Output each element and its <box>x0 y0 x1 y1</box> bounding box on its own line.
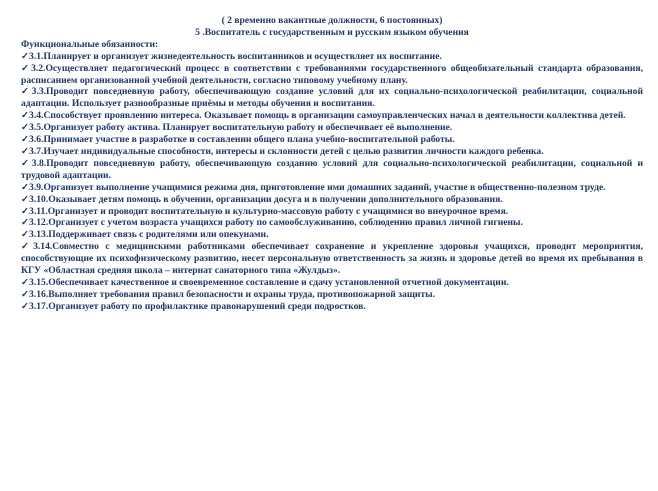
duty-item <box>21 289 643 301</box>
duty-text: 3.13.Поддерживает связь с родителями или опекунами. <box>29 229 269 241</box>
duty-item <box>21 86 643 110</box>
duty-item <box>21 63 643 87</box>
checkmark-icon: ✓ <box>21 193 30 205</box>
checkmark-icon: ✓ <box>21 122 30 134</box>
duty-item <box>21 301 643 313</box>
duty-text: 3.5.Организует работу актива. Планирует воспитательную работу и обеспечивает её выполнение. <box>29 122 453 134</box>
checkmark-icon: ✓ <box>21 276 30 288</box>
checkmark-icon: ✓ <box>21 62 32 74</box>
checkmark-icon: ✓ <box>21 50 30 62</box>
vacancy-count-line: ( 2 временно вакантные должности, 6 постоянных) <box>221 15 443 26</box>
duty-text: 3.12.Организует с учетом возраста учащихся работу по самообслуживанию, соблюдению правил личной гигиены. <box>29 217 523 229</box>
duty-item <box>21 229 643 241</box>
duty-text: 3.6.Принимает участие в разработке и составлении общего плана учебно-воспитательной работы. <box>29 134 455 146</box>
duty-item <box>21 194 643 206</box>
duty-item <box>21 51 643 63</box>
checkmark-icon: ✓ <box>21 217 30 229</box>
duty-item <box>21 182 643 194</box>
checkmark-icon: ✓ <box>21 300 30 312</box>
duty-item <box>21 206 643 218</box>
duty-text: 3.14.Совместно с медицинскими работниками обеспечивает сохранение и укрепление здоровья учащихся, проводит мероприятия, способствующие их психофизическому развитию, несет персональную ответственность за жизнь и здоровье детей во время их пребывания в КГУ «Областная средняя школа – интернат санаторного типа «Жулдыз». <box>21 241 643 277</box>
checkmark-icon: ✓ <box>21 205 30 217</box>
position-title: 5 .Воспитатель с государственным и русским языком обучения <box>195 26 469 38</box>
duty-text: 3.10.Оказывает детям помощь в обучении, организации досуга и в получении дополнительного образования. <box>29 193 503 205</box>
checkmark-icon: ✓ <box>21 134 30 146</box>
duty-text: 3.11.Организует и проводит воспитательную и культурно-массовую работу с учащимися во внеурочное время. <box>29 205 509 217</box>
duty-item <box>21 122 643 134</box>
duty-item <box>21 158 643 182</box>
checkmark-icon: ✓ <box>21 157 32 169</box>
checkmark-icon: ✓ <box>21 86 32 98</box>
duty-item <box>21 217 643 229</box>
checkmark-icon: ✓ <box>21 229 30 241</box>
duty-text: 3.17.Организует работу по профилактике правонарушений среди подростков. <box>29 300 366 312</box>
duties-list <box>21 51 643 313</box>
checkmark-icon: ✓ <box>21 110 30 122</box>
duties-heading: Функциональные обязанности: <box>21 38 159 50</box>
duty-text: 3.7.Изучает индивидуальные способности, интересы и склонности детей с целью развития личности каждого ребенка. <box>29 145 544 157</box>
checkmark-icon: ✓ <box>21 145 30 157</box>
job-description <box>21 15 643 313</box>
duty-item <box>21 134 643 146</box>
duty-item <box>21 146 643 158</box>
duty-text: 3.3.Проводит повседневную работу, обеспечивающую создание условий для их социально-психологической реабилитации, социальной адаптации. Использует разнообразные приёмы и методы обучения и воспитания. <box>21 86 643 110</box>
checkmark-icon: ✓ <box>21 181 30 193</box>
duty-text: 3.15.Обеспечивает качественное и своевременное составление и сдачу установленной отчетной документации. <box>29 276 509 288</box>
duty-text: 3.16.Выполняет требования правил безопасности и охраны труда, противопожарной защиты. <box>29 288 436 300</box>
duty-text: 3.2.Осуществляет педагогический процесс в соответствии с требованиями государственного общеобязательный стандарта образования, расписанием организованной учебной деятельности, согласно типовому учебному плану. <box>21 62 643 86</box>
duty-text: 3.4.Способствует проявлению интереса. Оказывает помощь в организации самоуправленческих начал в деятельности коллектива детей. <box>29 110 626 122</box>
duty-item <box>21 241 643 277</box>
checkmark-icon: ✓ <box>21 288 30 300</box>
duty-text: 3.8.Проводит повседневную работу, обеспечивающую созданию условий для социально-психологической реабилитации, социальной и трудовой адаптации. <box>21 157 643 181</box>
duty-text: 3.1.Планирует и организует жизнедеятельность воспитанников и осуществляет их воспитание. <box>29 50 442 62</box>
duty-item <box>21 277 643 289</box>
checkmark-icon: ✓ <box>21 241 34 253</box>
duty-text: 3.9.Организует выполнение учащимися режима дня, приготовление ими домашних заданий, участие в общественно-полезном труде. <box>29 181 606 193</box>
duty-item <box>21 110 643 122</box>
